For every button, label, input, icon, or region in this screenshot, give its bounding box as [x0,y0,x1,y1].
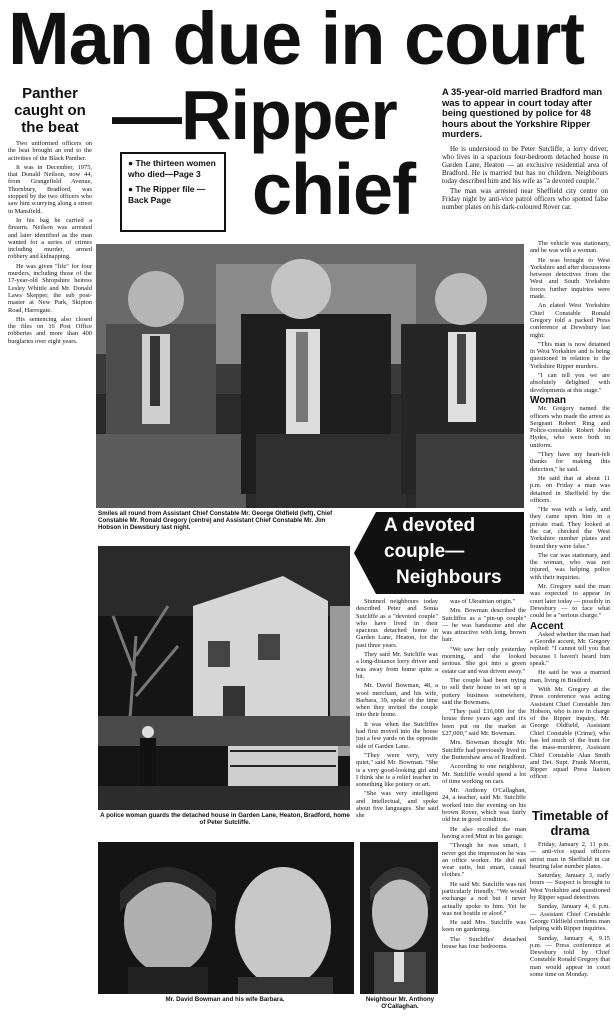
bullet-icon: ● [128,184,136,194]
right-paragraph: "They have my heart-felt thanks for making this detection," he said. [530,451,610,473]
timetable-entry: Sunday, January 4, 6 p.m. — Assistant Chief Constable George Oldfield confirms man helping with Ripper inquiries. [530,903,610,933]
neighbours-paragraph: According to one neighbour, Mr. Sutcliffe would spend a lot of time working on cars. [442,763,526,785]
timetable-entry: Sunday, January 4, 9.15 p.m. — Press conference at Dewsbury told by Chief Constable Ronald Gregory that man would appear in court some time on Monday. [530,934,610,979]
index-item-women[interactable]: ● The thirteen women who died—Page 3 [128,158,216,179]
timetable [530,808,610,1013]
right-paragraph: He was brought to West Yorkshire and after discussions between detectives from the West and South Yorkshire forces further inquiries were made. [530,256,610,301]
photo-house [98,546,350,810]
neighbours-paragraph: "We saw her only yesterday morning, and she looked serious. She got into a green estate car and was driven away." [442,645,526,675]
timetable-entry: Saturday, January 3, early hours — Suspect is brought to West Yorkshire and questioned by Ripper squad detectives. [530,872,610,902]
banner-line2: couple— [384,541,465,562]
neighbours-paragraph: Mr. David Bowman, 48, a wool merchant, and his wife, Barbara, 39, spoke of the time when they invited the couple into their home. [356,682,438,719]
index-box [120,152,226,232]
photo-three-officers-image [96,244,524,508]
lead-paragraph: He is understood to be Peter Sutcliffe, a lorry driver, who lives in a spacious four-bedroom detached house in Garden Lane, Heaton — an exclusive residential area of Bradford. He is married but has no children. Neighbours today described him and his wife as "a devoted couple." [442,144,608,185]
photo-top-caption: Smiles all round from Assistant Chief Constable Mr. George Oldfield (left), Chief Constable Mr. Ronald Gregory (centre) and Assistant Chief Constable Mr. Jim Hobson in Dewsbury last night. [98,510,333,532]
right-paragraph: "He was with a lady, and they came upon him in a private road. They looked at the car, checked the West Yorkshire number plates and found they were false." [530,506,610,550]
timetable-title: Timetable of drama [531,808,609,838]
right-paragraph: He said he was a married man, living in Bradford. [530,669,610,684]
right-paragraph: Mr. Gregory named the officers who made the arrest as Sergeant Robert Ring and Police-constable Robert John Hydes, who were both in uniform. [530,405,610,449]
right-paragraph: Mr. Gregory said the man was expected to appear in court later today — possibly in Dewsbury — to face what could be a "serious charge." [530,583,610,620]
neighbours-paragraph: He said Mr. Sutcliffe was not particularly friendly. "We would exchange a nod but I never actually spoke to him. Yet he was not hostile or aloof." [442,880,526,917]
photo-bowman-image [98,842,354,994]
neighbours-paragraph: Mr. Anthony O'Callaghan, 24, a teacher, said Mr. Sutcliffe worked into the evening on his brown Rover, which was fairly old but in good condition. [442,787,526,824]
photo-ocallaghan-caption: Neighbour Mr. Anthony O'Callaghan. [365,996,435,1011]
right-column [530,240,610,805]
neighbours-paragraph: The Sutcliffes' detached house has four bedrooms. [442,935,526,951]
right-paragraph: "I can tell you we are absolutely delighted with developments at this stage." [530,372,610,394]
sidebar-paragraph: In his bag he carried a firearm. Neilson was arrested and later identified as the man wanted for a series of crimes including murder, armed robbery and kidnapping. [8,216,92,261]
sidebar-paragraph: He was given "life" for four murders, including those of the 17-year-old Shropshire heiress Lesley Whittle and Mr. Donald Laws Skepper, the sub post-master at New Park, Skipton Road, Harrogate. [8,262,92,314]
neighbours-paragraph: "They paid £16,000 for the house three years ago and it's been put on the market at £27,000," said Mr. Bowman. [442,708,526,738]
neighbours-paragraph: Mrs. Bowman thought Mr. Sutcliffe had previously lived in the Buttershaw area of Bradford. [442,739,526,761]
bullet-icon: ● [128,158,136,168]
subhead-woman: Woman [530,394,566,406]
neighbours-paragraph: was of Ukrainian origin." [450,598,516,605]
right-paragraph: The vehicle was stationary, and he was with a woman. [530,240,610,255]
right-paragraph: With Mr. Gregory at the Press conference was acting Assistant Chief Constable Jim Hobson, who is now in charge of the Ripper inquiry, Mr. George Oldfield, Assistant Chief Constable (Crime), who has led much of the hunt for the mass-murderer, Assistant Chief Constable Alan Smith and Det. Supt. Frank Morritt, Ripper squad Press liaison officer. [530,685,610,781]
neighbours-paragraph: He said Mrs. Sutcliffe was keen on gardening. [442,919,526,934]
neighbours-col2 [442,598,526,1008]
sidebar-body [8,140,92,366]
neighbours-paragraph: "She was very intelligent and intellectual, and spoke about five languages. She said she [356,790,438,820]
timetable-entry: Friday, January 2, 11 p.m. — anti-vice squad officers arrest man in Sheffield in car bearing false number plates. [530,841,610,870]
neighbours-paragraph: Mrs. Bowman described the Sutcliffes as a "pin-up couple" — he was handsome and she was attractive with long, brown hair. [442,607,526,644]
photo-ocallaghan [360,842,438,994]
lead-intro: A 35-year-old married Bradford man was to appear in court today after being questioned by police for 48 hours about the Yorkshire Ripper murders. [442,86,603,140]
neighbours-paragraph: Stunned neighbours today described Peter and Sonia Sutcliffe as a "devoted couple" who have lived in their spacious detached home in Garden Lane, Heaton, for the past three years. [356,598,438,649]
timetable-body [530,841,610,1011]
neighbours-paragraph: "They were very, very quiet," said Mr. Bowman. "She is a very good-looking girl and I think she is a relief teacher in something like pottery or art. [356,751,438,789]
neighbours-paragraph: He also recalled the man having a red Mini in his garage. [442,825,526,840]
photo-bowman [98,842,354,994]
right-paragraph: An elated West Yorkshire Chief Constable Ronald Gregory told a packed Press conference at Dewsbury last night: [530,302,610,339]
headline-line3: chief [252,150,416,230]
sidebar-title: Panther caught on the beat [14,85,86,136]
photo-chief-constables [96,244,524,508]
right-paragraph: Asked whether the man had a Geordie accent, Mr. Gregory replied: "I cannot tell you that because I haven't heard him speak." [530,630,610,668]
photo-bowman-caption: Mr. David Bowman and his wife Barbara. [165,996,285,1003]
banner-line3: Neighbours [396,567,502,588]
neighbours-paragraph: It was when the Sutcliffes had first moved into the house just a few yards on the opposite side of Garden Lane. [356,720,438,750]
right-paragraph: He said that at about 11 p.m. on Friday a man was detained in Sheffield by the officers. [530,474,610,504]
sidebar-paragraph: His sentencing also closed the files on 16 Post Office robberies and more than 400 burglaries over eight years. [8,315,92,345]
photo-house-image [98,546,350,810]
lead-body [442,145,608,213]
headline-line2: —Ripper [112,76,397,154]
subhead-accent: Accent [530,620,564,632]
lead-story [442,87,608,237]
neighbours-paragraph: The couple had been trying to sell their house to set up a pottery business somewhere, said the Bowmans. [442,676,526,706]
right-paragraph: The car was stationary, and the woman, who was not injured, was helping police with their inquiries. [530,551,610,581]
index-item-ripper-file[interactable]: ● The Ripper file —Back Page [128,184,206,205]
sidebar-paragraph: It was in December, 1975, that Donald Neilson, now 44, from Grangefield Avenue, Thornbury, Bradford, was stopped by the two officers who saw him scurrying along a street in Mansfield. [8,163,92,215]
neighbours-paragraph: They said Mr. Sutcliffe was a long-distance lorry driver and was away from home quite a bit. [356,651,438,680]
headline-line1: Man due in court [8,0,584,80]
photo-house-caption: A police woman guards the detached house in Garden Lane, Heaton, Bradford, home of Peter Sutcliffe. [100,812,350,827]
neighbours-paragraph: "Though he was smart, I never got the impression he was an office worker. He did not wear suits, but smart, casual clothes." [442,842,526,879]
neighbours-col1 [356,598,438,846]
photo-ocallaghan-image [360,842,438,994]
lead-paragraph: The man was arrested near Sheffield city centre on Friday night by anti-vice patrol officers who spotted false number plates on his dark-coloured Rover car. [442,186,608,211]
banner-line1: A devoted [384,515,476,536]
banner-devoted-couple [354,512,524,594]
right-paragraph: "This man is now detained in West Yorkshire and is being questioned in relation to the Yorkshire Ripper murders. [530,340,610,370]
sidebar-paragraph: Two uniformed officers on the beat brought an end to the activities of the Black Panther. [8,140,92,162]
sidebar-left [8,85,92,385]
